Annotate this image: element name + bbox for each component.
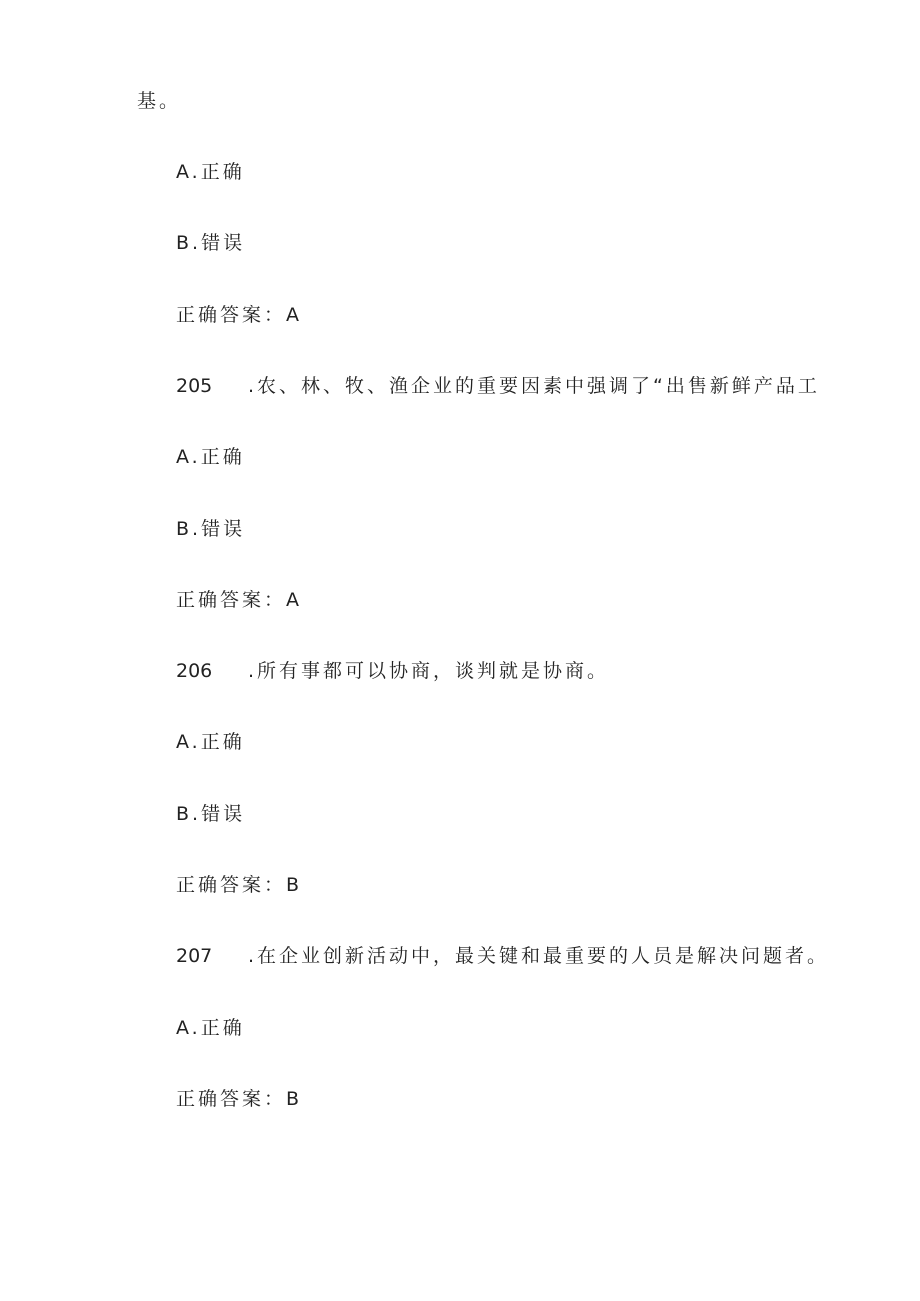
q206-option-a: A.正确 [176, 731, 245, 753]
q206-number: 206 [176, 660, 213, 682]
q205-text: .农、林、牧、渔企业的重要因素中强调了“出售新鲜产品工 [248, 375, 820, 397]
q207-text: .在企业创新活动中，最关键和最重要的人员是解决问题者。 [248, 945, 830, 967]
q205-answer: 正确答案：A [176, 589, 302, 611]
continuation-text: 基。 [137, 90, 182, 112]
q206-text: .所有事都可以协商，谈判就是协商。 [248, 660, 610, 682]
q204-option-b: B.错误 [176, 232, 246, 254]
q206-option-b: B.错误 [176, 803, 246, 825]
q204-answer: 正确答案：A [176, 304, 302, 326]
q207-number: 207 [176, 945, 213, 967]
q207-answer: 正确答案：B [176, 1088, 303, 1110]
q204-option-a: A.正确 [176, 161, 245, 183]
q205-option-b: B.错误 [176, 518, 246, 540]
q205-option-a: A.正确 [176, 446, 245, 468]
q205-number: 205 [176, 375, 213, 397]
q206-answer: 正确答案：B [176, 874, 303, 896]
q207-option-a: A.正确 [176, 1017, 245, 1039]
